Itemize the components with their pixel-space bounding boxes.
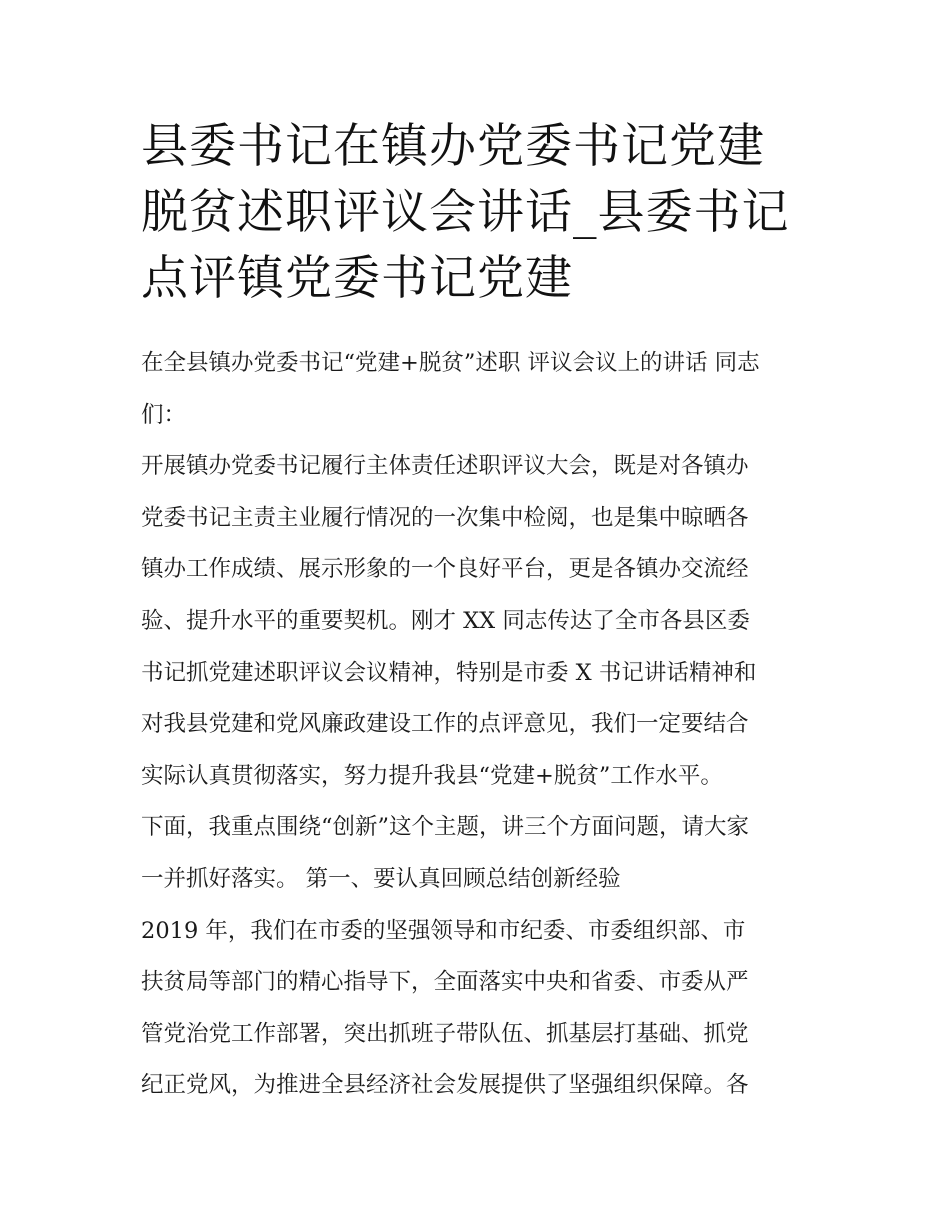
document-body [141, 338, 813, 1112]
document-page [141, 114, 813, 1112]
text-line: 实际认真贯彻落实，努力提升我县“党建+脱贫”工作水平。 [141, 762, 723, 789]
paragraph-review [141, 906, 813, 1112]
title-line: 点评镇党委书记党建 [141, 251, 573, 306]
text-line: 验、提升水平的重要契机。刚才 XX 同志传达了全市各县区委 [141, 607, 750, 634]
text-line: 在全县镇办党委书记“党建+脱贫”述职 评议会议上的讲话 同志 [141, 350, 760, 376]
text-line: 管党治党工作部署，突出抓班子带队伍、抓基层打基础、抓党 [141, 1020, 749, 1047]
text-line: 书记抓党建述职评议会议精神，特别是市委 X 书记讲话精神和 [141, 659, 757, 686]
text-line: 党委书记主责主业履行情况的一次集中检阅，也是集中晾晒各 [141, 504, 749, 531]
text-line: 一并抓好落实。 第一、要认真回顾总结创新经验 [141, 865, 621, 892]
document-title [141, 114, 813, 312]
text-line: 对我县党建和党风廉政建设工作的点评意见，我们一定要结合 [141, 711, 749, 738]
paragraph-intro [141, 441, 813, 802]
text-line: 开展镇办党委书记履行主体责任述职评议大会，既是对各镇办 [141, 453, 749, 480]
text-line: 们： [141, 401, 187, 428]
paragraph-outline [141, 802, 813, 905]
paragraph-greeting [141, 338, 813, 441]
title-line: 脱贫述职评议会讲话_县委书记 [141, 185, 790, 240]
text-line: 扶贫局等部门的精心指导下，全面落实中央和省委、市委从严 [141, 969, 749, 996]
text-line: 2019 年，我们在市委的坚强领导和市纪委、市委组织部、市 [141, 917, 746, 944]
text-line: 下面，我重点围绕“创新”这个主题，讲三个方面问题，请大家 [141, 814, 750, 841]
text-line: 纪正党风，为推进全县经济社会发展提供了坚强组织保障。各 [141, 1072, 749, 1099]
text-line: 镇办工作成绩、展示形象的一个良好平台，更是各镇办交流经 [141, 556, 749, 583]
title-line: 县委书记在镇办党委书记党建 [141, 119, 765, 174]
